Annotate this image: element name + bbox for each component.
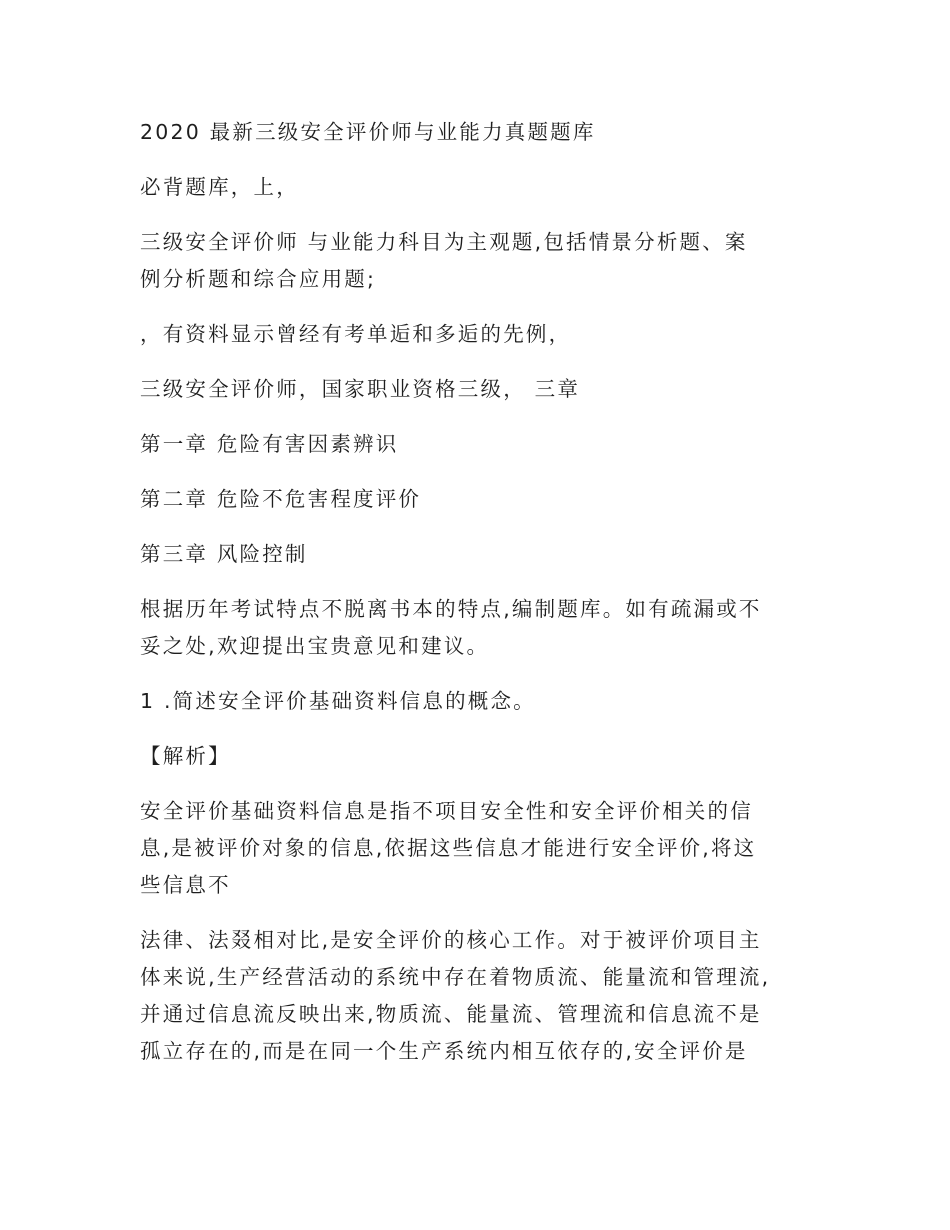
paragraph-line: 第一章 危险有害因素辨识 xyxy=(140,432,399,456)
paragraph-gap xyxy=(140,353,830,371)
paragraph-gap xyxy=(140,151,830,169)
title-line: 2020 最新三级安全评价师与业能力真题题库 xyxy=(140,120,596,144)
paragraph-gap xyxy=(140,720,830,738)
paragraph-line: 息,是被评价对象的信息,依据这些信息才能进行安全评价,将这 xyxy=(140,836,757,860)
paragraph-gap xyxy=(140,775,830,793)
document-page xyxy=(140,114,830,1070)
question-1 xyxy=(140,683,830,720)
paragraph-gap xyxy=(140,518,830,536)
paragraph-line: 第二章 危险不危害程度评价 xyxy=(140,487,422,511)
chapter-2-heading xyxy=(140,481,830,518)
paragraph-line: 法律、法叕相对比,是安全评价的核心工作。对于被评价项目主 xyxy=(140,928,762,952)
paragraph-line: 些信息不 xyxy=(140,873,231,897)
chapter-1-heading xyxy=(140,426,830,463)
paragraph-qualification xyxy=(140,371,830,408)
paragraph-line: 三级安全评价师 与业能力科目为主观题,包括情景分析题、案 xyxy=(140,230,748,254)
paragraph-line: 妥之处,欢迎提出宝贵意见和建议。 xyxy=(140,634,490,658)
paragraph-line: 三级安全评价师，国家职业资格三级， 三章 xyxy=(140,377,581,401)
paragraph-line: 例分析题和综合应用题; xyxy=(140,267,377,291)
paragraph-gap xyxy=(140,408,830,426)
paragraph-gap xyxy=(140,904,830,922)
paragraph-precedent xyxy=(140,316,830,353)
paragraph-gap xyxy=(140,463,830,481)
chapter-3-heading xyxy=(140,536,830,573)
paragraph-gap xyxy=(140,206,830,224)
paragraph-line: 体来说,生产经营活动的系统中存在着物质流、能量流和管理流, xyxy=(140,965,771,989)
paragraph-line: 根据历年考试特点不脱离书本的特点,编制题库。如有疏漏或不 xyxy=(140,597,762,621)
document-title xyxy=(140,114,830,151)
analysis-paragraph-1 xyxy=(140,793,830,904)
paragraph-gap xyxy=(140,298,830,316)
paragraph-must-memorize xyxy=(140,169,830,206)
paragraph-line: ，有资料显示曾经有考单逅和多逅的先例， xyxy=(140,322,572,346)
paragraph-line: 安全评价基础资料信息是指不项目安全性和安全评价相关的信 xyxy=(140,799,753,823)
paragraph-compilation-note xyxy=(140,591,830,665)
paragraph-line: 1 .简述安全评价基础资料信息的概念。 xyxy=(140,689,536,713)
paragraph-gap xyxy=(140,573,830,591)
paragraph-line: 孤立存在的,而是在同一个生产系统内相互依存的,安全评价是 xyxy=(140,1039,748,1063)
analysis-label xyxy=(140,738,830,775)
paragraph-gap xyxy=(140,665,830,683)
paragraph-subject-intro xyxy=(140,224,830,298)
paragraph-line: 并通过信息流反映出来,物质流、能量流、管理流和信息流不是 xyxy=(140,1002,762,1026)
analysis-paragraph-2 xyxy=(140,922,830,1070)
paragraph-line: 第三章 风险控制 xyxy=(140,542,308,566)
paragraph-line: 必背题库，上， xyxy=(140,175,299,199)
paragraph-line: 【解析】 xyxy=(140,744,231,768)
